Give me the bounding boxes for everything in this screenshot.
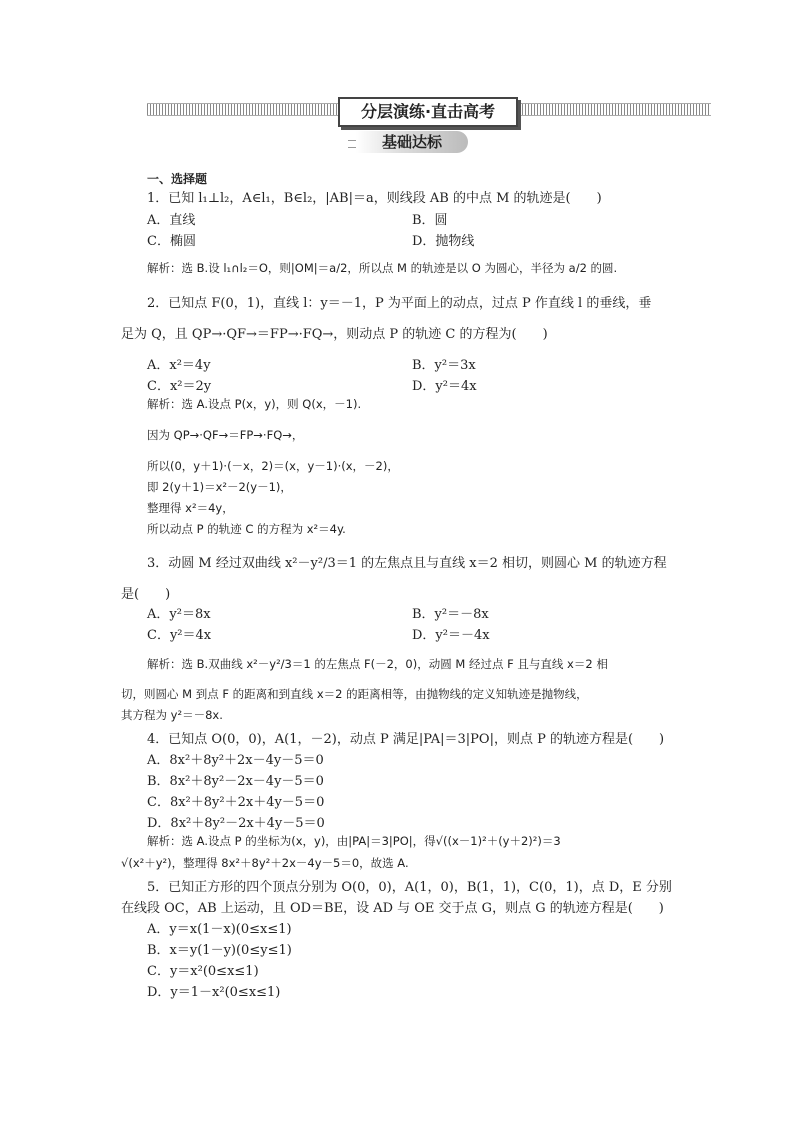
section-header: 基础达标	[356, 131, 468, 153]
q4-option-b: B．8x²＋8y²－2x－4y－5＝0	[147, 774, 324, 789]
q5-option-a: A．y＝x(1－x)(0≤x≤1)	[147, 922, 292, 937]
question-5-line-2: 在线段 OC，AB 上运动，且 OD＝BE，设 AD 与 OE 交于点 G，则点 G 的轨迹方程是( )	[121, 901, 664, 916]
question-4: 4．已知点 O(0，0)，A(1，－2)，动点 P 满足|PA|＝3|PO|，则点 P 的轨迹方程是( )	[147, 732, 665, 747]
q3-solution-line-2: 切，则圆心 M 到点 F 的距离和到直线 x＝2 的距离相等，由抛物线的定义知轨迹是抛物线，	[121, 687, 588, 701]
q1-option-a: A．直线	[147, 213, 196, 228]
q2-option-b: B．y²＝3x	[412, 358, 476, 373]
q2-option-a: A．x²＝4y	[147, 358, 211, 373]
q2-solution-line-3: 所以(0，y＋1)·(－x，2)＝(x，y－1)·(x，－2)，	[147, 459, 399, 473]
q5-option-b: B．x＝y(1－y)(0≤y≤1)	[147, 943, 292, 958]
q4-option-c: C．8x²＋8y²＋2x＋4y－5＝0	[147, 795, 325, 810]
section-title: 一、选择题	[147, 172, 208, 186]
q4-solution-line-1: 解析：选 A.设点 P 的坐标为(x，y)，由|PA|＝3|PO|，得√((x－1)²＋(y＋2)²)＝3	[147, 834, 561, 848]
q4-solution-line-2: √(x²＋y²)，整理得 8x²＋8y²＋2x－4y－5＝0，故选 A.	[121, 856, 409, 870]
q2-option-d: D．y²＝4x	[412, 379, 477, 394]
q3-solution-line-3: 其方程为 y²＝－8x.	[121, 708, 223, 722]
q1-option-d: D．抛物线	[412, 234, 475, 249]
q2-option-c: C．x²＝2y	[147, 379, 212, 394]
q2-solution-line-6: 所以动点 P 的轨迹 C 的方程为 x²＝4y.	[147, 522, 346, 536]
question-3-line-1: 3．动圆 M 经过双曲线 x²－y²/3＝1 的左焦点且与直线 x＝2 相切，则圆心 M 的轨迹方程	[147, 556, 667, 571]
question-3-line-2: 是( )	[121, 587, 171, 602]
q5-option-d: D．y＝1－x²(0≤x≤1)	[147, 985, 281, 1000]
q2-solution-line-5: 整理得 x²＝4y，	[147, 501, 234, 515]
q1-option-c: C．椭圆	[147, 234, 196, 249]
q1-option-b: B．圆	[412, 213, 448, 228]
q4-option-a: A．8x²＋8y²＋2x－4y－5＝0	[147, 753, 324, 768]
q2-solution-line-2: 因为 QP→·QF→＝FP→·FQ→，	[147, 428, 304, 442]
question-1: 1．已知 l₁⊥l₂，A∈l₁，B∈l₂，|AB|＝a，则线段 AB 的中点 M 的轨迹是( )	[147, 191, 602, 206]
q4-option-d: D．8x²＋8y²－2x＋4y－5＝0	[147, 816, 325, 831]
header-banner: 分层演练·直击高考	[338, 97, 518, 127]
question-2-line-2: 足为 Q，且 QP→·QF→＝FP→·FQ→，则动点 P 的轨迹 C 的方程为( )	[121, 327, 548, 342]
q2-solution-line-1: 解析：选 A.设点 P(x，y)，则 Q(x，－1).	[147, 397, 362, 411]
question-5-line-1: 5．已知正方形的四个顶点分别为 O(0，0)，A(1，0)，B(1，1)，C(0，1)，点 D，E 分别	[147, 880, 672, 895]
q1-solution: 解析：选 B.设 l₁∩l₂＝O，则|OM|＝a/2，所以点 M 的轨迹是以 O 为圆心，半径为 a/2 的圆.	[147, 261, 618, 275]
q5-option-c: C．y＝x²(0≤x≤1)	[147, 964, 259, 979]
q2-solution-line-4: 即 2(y＋1)＝x²－2(y－1)，	[147, 480, 292, 494]
q3-option-a: A．y²＝8x	[147, 607, 211, 622]
q3-option-b: B．y²＝－8x	[412, 607, 489, 622]
question-2-line-1: 2．已知点 F(0，1)，直线 l：y＝－1，P 为平面上的动点，过点 P 作直线 l 的垂线，垂	[147, 296, 652, 311]
q3-solution-line-1: 解析：选 B.双曲线 x²－y²/3＝1 的左焦点 F(－2，0)，动圆 M 经过点 F 且与直线 x＝2 相	[147, 657, 608, 671]
q3-option-d: D．y²＝－4x	[412, 628, 490, 643]
q3-option-c: C．y²＝4x	[147, 628, 212, 643]
